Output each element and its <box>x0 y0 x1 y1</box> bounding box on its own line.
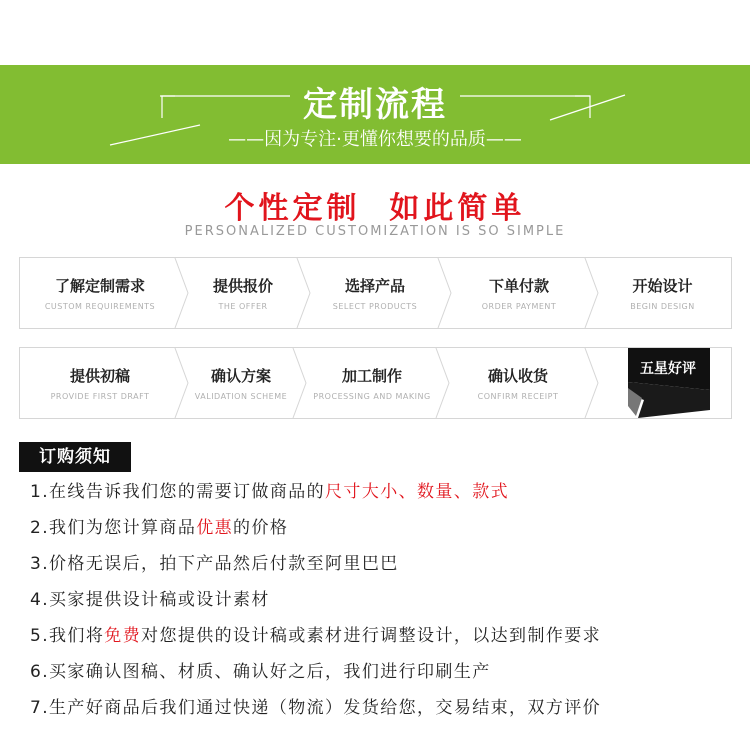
process-row-1 <box>19 257 732 329</box>
step-order-payment <box>448 258 590 328</box>
step-confirm-receipt <box>446 348 590 418</box>
five-star-review-badge: 五星好评 <box>640 361 696 377</box>
notice-item: 4.买家提供设计稿或设计素材 <box>30 590 270 610</box>
step-label-en: THE OFFER <box>218 302 268 311</box>
banner-title: 定制流程 <box>303 85 447 125</box>
order-notice-title: 订购须知 <box>19 442 131 472</box>
step-label-en: PROCESSING AND MAKING <box>313 392 431 401</box>
step-label-en: CONFIRM RECEIPT <box>477 392 559 401</box>
step-processing <box>302 348 442 418</box>
step-validation-scheme <box>184 348 298 418</box>
process-row-2 <box>19 347 732 419</box>
step-label-en: PROVIDE FIRST DRAFT <box>50 392 150 401</box>
header-banner <box>0 65 750 164</box>
step-first-draft <box>20 348 180 418</box>
notice-item: 6.买家确认图稿、材质、确认好之后，我们进行印刷生产 <box>30 662 491 682</box>
slogan-english: PERSONALIZED CUSTOMIZATION IS SO SIMPLE <box>184 224 566 239</box>
step-label: 确认收货 <box>487 367 548 385</box>
step-label: 确认方案 <box>210 367 271 385</box>
notice-item: 2.我们为您计算商品优惠的价格 <box>30 518 289 538</box>
banner-subtitle: ——因为专注·更懂你想要的品质—— <box>228 129 522 150</box>
step-label-en: CUSTOM REQUIREMENTS <box>44 302 156 311</box>
notice-item: 7.生产好商品后我们通过快递（物流）发货给您，交易结束，双方评价 <box>30 698 602 718</box>
step-the-offer <box>184 258 302 328</box>
step-label: 选择产品 <box>344 277 405 295</box>
step-label-en: BEGIN DESIGN <box>630 302 695 311</box>
step-label: 了解定制需求 <box>54 277 145 295</box>
notice-item: 1.在线告诉我们您的需要订做商品的尺寸大小、数量、款式 <box>30 482 510 502</box>
step-label: 下单付款 <box>488 277 549 295</box>
step-custom-requirements <box>20 258 180 328</box>
step-label: 开始设计 <box>632 277 693 295</box>
step-label: 提供报价 <box>212 277 273 295</box>
slogan-heading: 个性定制 如此简单 <box>224 191 526 226</box>
notice-item: 5.我们将免费对您提供的设计稿或素材进行调整设计，以达到制作要求 <box>30 626 602 646</box>
step-begin-design <box>594 258 731 328</box>
step-label-en: ORDER PAYMENT <box>481 302 557 311</box>
step-select-products <box>306 258 444 328</box>
step-label: 提供初稿 <box>69 367 130 385</box>
notice-item: 3.价格无误后，拍下产品然后付款至阿里巴巴 <box>30 554 399 574</box>
step-label-en: VALIDATION SCHEME <box>194 392 288 401</box>
step-label-en: SELECT PRODUCTS <box>332 302 418 311</box>
order-notice-list <box>30 480 730 732</box>
step-label: 加工制作 <box>341 367 402 385</box>
